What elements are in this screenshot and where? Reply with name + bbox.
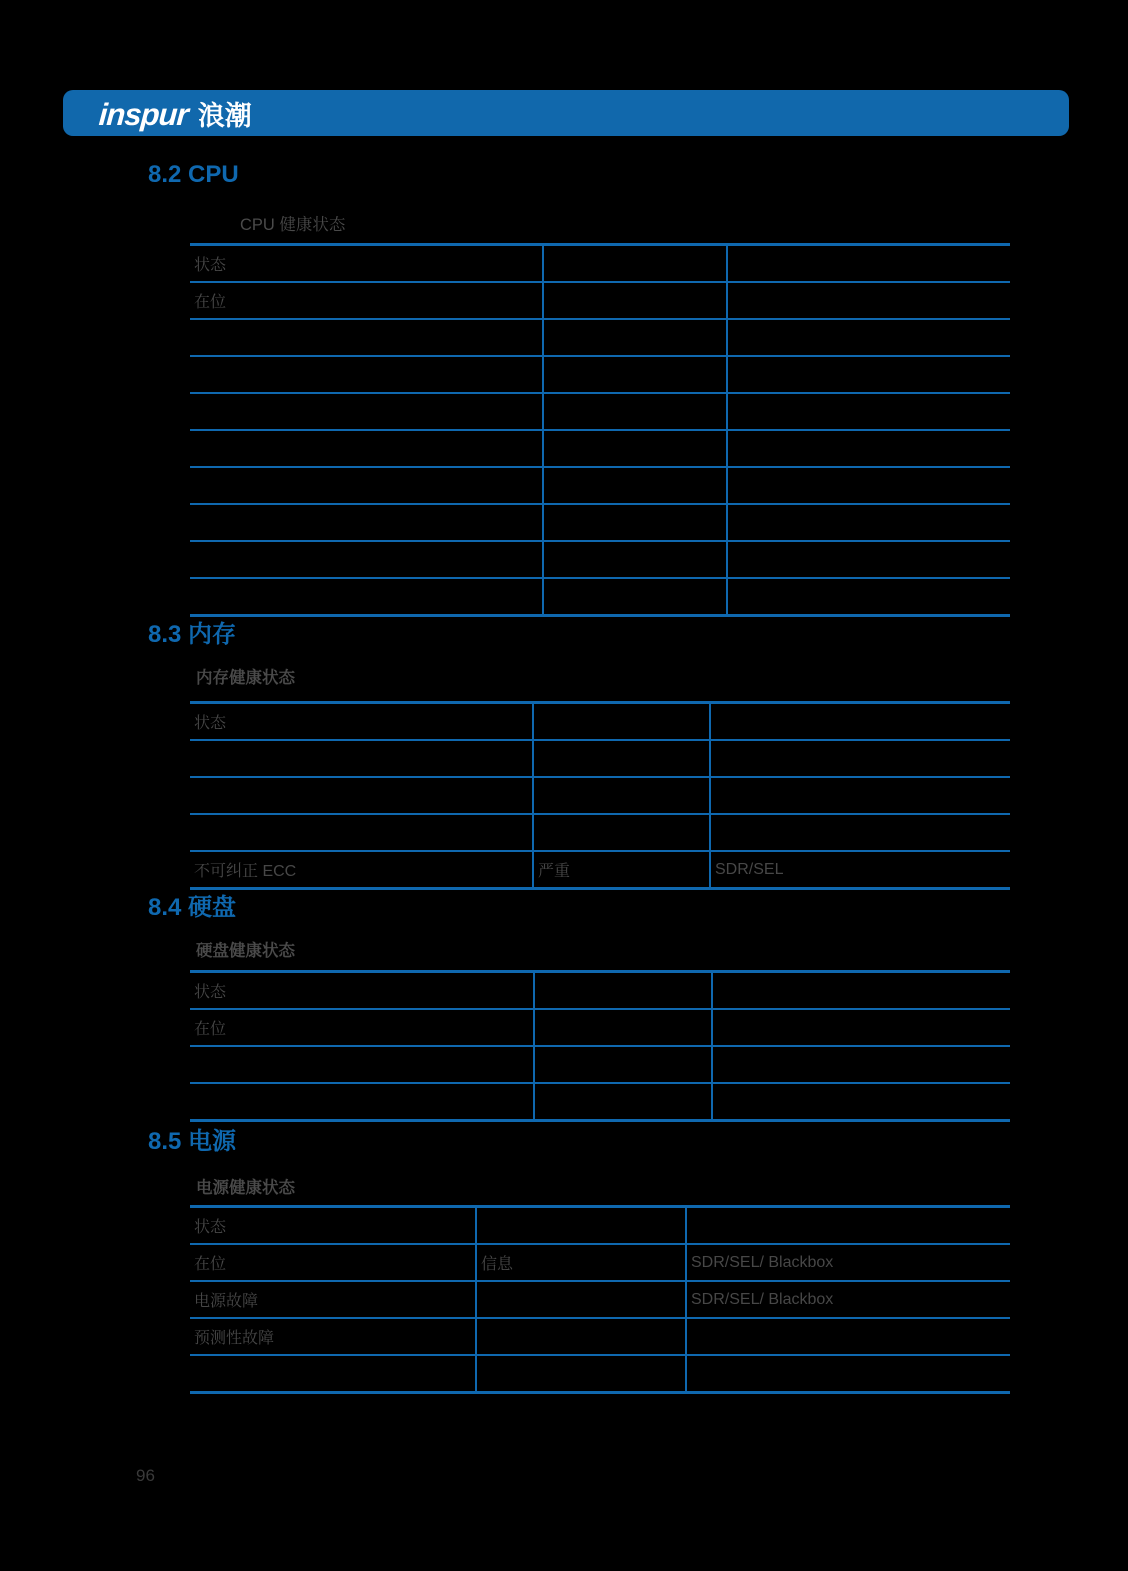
table-cell: [711, 778, 1010, 813]
table-caption-disk: 硬盘健康状态: [196, 942, 295, 960]
table-cell: [190, 505, 544, 540]
table-cell: [728, 394, 1010, 429]
table-cell: [190, 357, 544, 392]
table-cell: [477, 1319, 687, 1354]
table-cell: [728, 283, 1010, 318]
table-cell: [713, 1047, 1010, 1082]
table-caption-power: 电源健康状态: [196, 1179, 295, 1197]
table-cell: [728, 542, 1010, 577]
table-cell: [190, 579, 544, 614]
table-cell: 信息: [477, 1245, 687, 1280]
table-row: [190, 246, 1010, 283]
disk-health-table: [190, 970, 1010, 1122]
table-row: [190, 394, 1010, 431]
table-row: [190, 505, 1010, 542]
table-cell: 状态: [190, 973, 535, 1008]
table-cell: SDR/SEL/ Blackbox: [691, 1290, 834, 1308]
table-cell: [713, 1010, 1010, 1045]
table-cell: [190, 468, 544, 503]
table-cell: [687, 1319, 1010, 1354]
power-health-table: [190, 1205, 1010, 1394]
table-cell: SDR/SEL: [715, 860, 784, 878]
table-row: [190, 852, 1010, 887]
table-cell: [190, 1356, 477, 1391]
table-cell: [190, 815, 534, 850]
table-row: [190, 741, 1010, 778]
table-cell: [190, 320, 544, 355]
table-row: [190, 542, 1010, 579]
table-cell: [713, 1084, 1010, 1119]
table-cell: 在位: [190, 1245, 477, 1280]
table-cell: [477, 1356, 687, 1391]
inspur-logo-chinese: 浪潮: [197, 100, 252, 131]
table-cell: [711, 741, 1010, 776]
table-cell: [713, 973, 1010, 1008]
table-row: [190, 579, 1010, 614]
table-cell: [687, 1208, 1010, 1243]
table-cell: [544, 431, 728, 466]
table-cell: [477, 1282, 687, 1317]
table-cell: [728, 320, 1010, 355]
page-number: 96: [136, 1466, 155, 1485]
table-cell: [535, 1084, 713, 1119]
memory-health-table: [190, 701, 1010, 890]
table-cell: [190, 778, 534, 813]
table-cell: 严重: [534, 852, 711, 887]
table-cell: [534, 778, 711, 813]
table-cell: 在位: [190, 1010, 535, 1045]
table-cell: [544, 357, 728, 392]
table-cell: [544, 505, 728, 540]
table-cell: [544, 468, 728, 503]
table-row: [190, 778, 1010, 815]
table-cell: 在位: [190, 283, 544, 318]
table-row: [190, 973, 1010, 1010]
table-cell: [728, 246, 1010, 281]
table-cell: [534, 741, 711, 776]
table-cell: [544, 542, 728, 577]
table-cell: [728, 579, 1010, 614]
section-heading-power: 8.5 电源: [148, 1128, 237, 1155]
table-cell: [190, 542, 544, 577]
table-row: [190, 468, 1010, 505]
inspur-logo: [99, 94, 252, 133]
table-row: [190, 1047, 1010, 1084]
table-cell: 状态: [190, 246, 544, 281]
table-row: [190, 357, 1010, 394]
table-row: [190, 283, 1010, 320]
table-cell: 状态: [190, 1208, 477, 1243]
table-cell: [544, 246, 728, 281]
table-cell: [190, 431, 544, 466]
table-cell: [544, 579, 728, 614]
table-row: [190, 1208, 1010, 1245]
table-cell: [544, 320, 728, 355]
table-cell: [190, 394, 544, 429]
brand-header-bar: [63, 90, 1069, 136]
table-cell: [544, 283, 728, 318]
section-heading-cpu: 8.2 CPU: [148, 161, 239, 188]
table-caption-cpu: CPU 健康状态: [240, 216, 346, 234]
table-cell: [728, 468, 1010, 503]
table-row: [190, 704, 1010, 741]
table-cell: [535, 973, 713, 1008]
table-cell: [728, 505, 1010, 540]
table-cell: 电源故障: [190, 1282, 477, 1317]
table-cell: 预测性故障: [190, 1319, 477, 1354]
table-cell: [728, 431, 1010, 466]
table-row: [190, 1010, 1010, 1047]
table-row: [190, 1084, 1010, 1119]
cpu-health-table: [190, 243, 1010, 617]
table-cell: 不可纠正 ECC: [190, 852, 534, 887]
section-heading-memory: 8.3 内存: [148, 621, 237, 648]
table-row: [190, 815, 1010, 852]
table-cell: [535, 1047, 713, 1082]
table-cell: [728, 357, 1010, 392]
table-cell: [534, 704, 711, 739]
table-row: [190, 431, 1010, 468]
table-cell: [190, 1084, 535, 1119]
table-row: [190, 1356, 1010, 1391]
table-cell: [477, 1208, 687, 1243]
table-row: [190, 1245, 1010, 1282]
table-cell: [711, 704, 1010, 739]
inspur-logo-latin: inspur: [97, 96, 189, 132]
table-cell: [534, 815, 711, 850]
table-cell: [544, 394, 728, 429]
table-caption-memory: 内存健康状态: [196, 669, 295, 687]
table-cell: [190, 1047, 535, 1082]
table-cell: SDR/SEL/ Blackbox: [691, 1253, 834, 1271]
table-cell: 状态: [190, 704, 534, 739]
table-cell: [711, 815, 1010, 850]
table-row: [190, 1282, 1010, 1319]
table-cell: [535, 1010, 713, 1045]
table-row: [190, 1319, 1010, 1356]
section-heading-disk: 8.4 硬盘: [148, 894, 237, 921]
table-row: [190, 320, 1010, 357]
table-cell: [190, 741, 534, 776]
table-cell: [687, 1356, 1010, 1391]
